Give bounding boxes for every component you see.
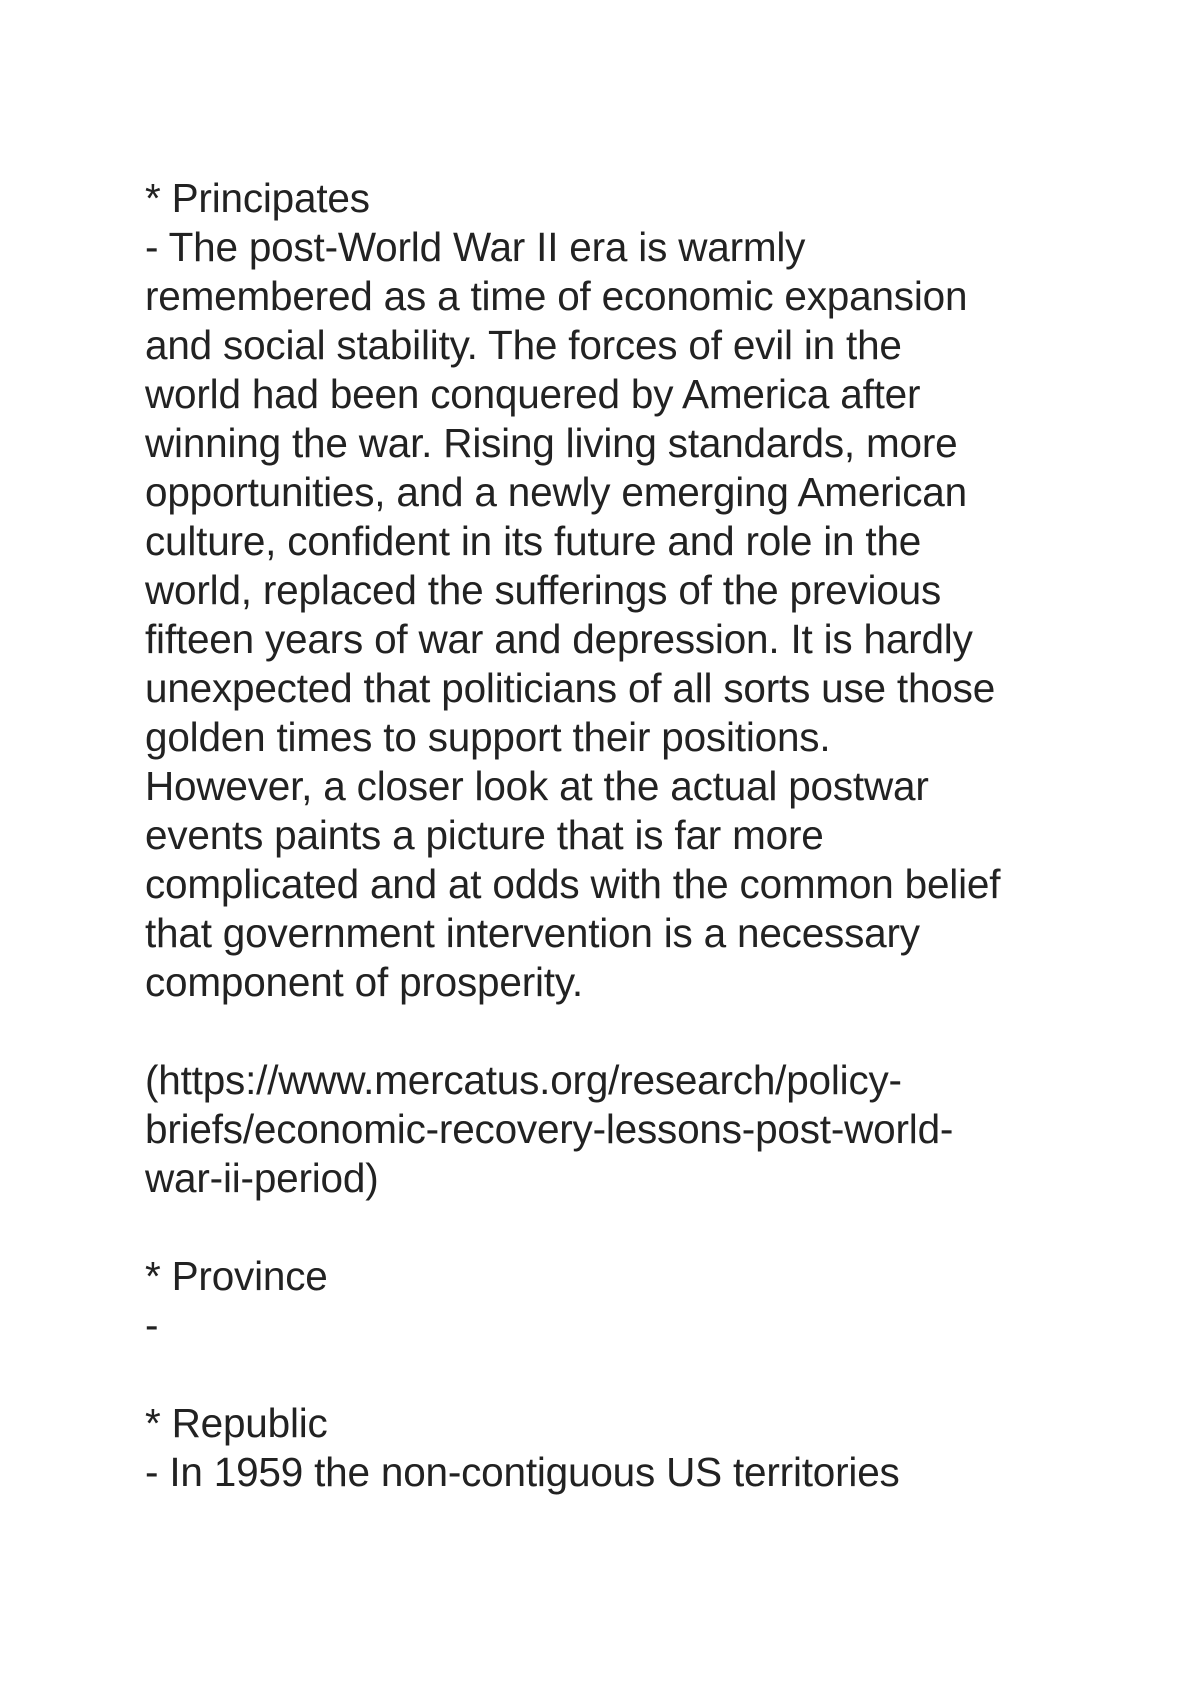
body-line: that government intervention is a necessary	[145, 910, 920, 956]
spacer	[145, 1350, 1145, 1399]
body-line: component of prosperity.	[145, 959, 583, 1005]
body-line: golden times to support their positions.	[145, 714, 831, 760]
citation-line: war-ii-period)	[145, 1155, 379, 1201]
body-line: winning the war. Rising living standards, more	[145, 420, 958, 466]
section-body	[145, 223, 1145, 1007]
citation-line: (https://www.mercatus.org/research/policy-	[145, 1057, 902, 1103]
section-heading: * Province	[145, 1253, 328, 1299]
section-province	[145, 1252, 1145, 1350]
spacer	[145, 1007, 1145, 1056]
section-heading: * Principates	[145, 175, 370, 221]
body-line: However, a closer look at the actual postwar	[145, 763, 929, 809]
body-line: remembered as a time of economic expansion	[145, 273, 968, 319]
body-line: fifteen years of war and depression. It is hardly	[145, 616, 973, 662]
spacer	[145, 1203, 1145, 1252]
section-principates	[145, 174, 1145, 1203]
body-line: - The post-World War II era is warmly	[145, 224, 806, 270]
body-line: world had been conquered by America after	[145, 371, 921, 417]
body-line: and social stability. The forces of evil in the	[145, 322, 902, 368]
source-citation	[145, 1056, 1145, 1203]
body-line: -	[145, 1302, 159, 1348]
body-line: opportunities, and a newly emerging American	[145, 469, 967, 515]
body-line: culture, confident in its future and role in the	[145, 518, 922, 564]
body-line: world, replaced the sufferings of the previous	[145, 567, 942, 613]
document-page	[145, 174, 1145, 1497]
body-line: complicated and at odds with the common belief	[145, 861, 1001, 907]
body-line: unexpected that politicians of all sorts use those	[145, 665, 996, 711]
body-line: - In 1959 the non-contiguous US territories	[145, 1449, 900, 1495]
section-heading: * Republic	[145, 1400, 328, 1446]
body-line: events paints a picture that is far more	[145, 812, 824, 858]
citation-line: briefs/economic-recovery-lessons-post-world-	[145, 1106, 954, 1152]
section-republic	[145, 1399, 1145, 1497]
